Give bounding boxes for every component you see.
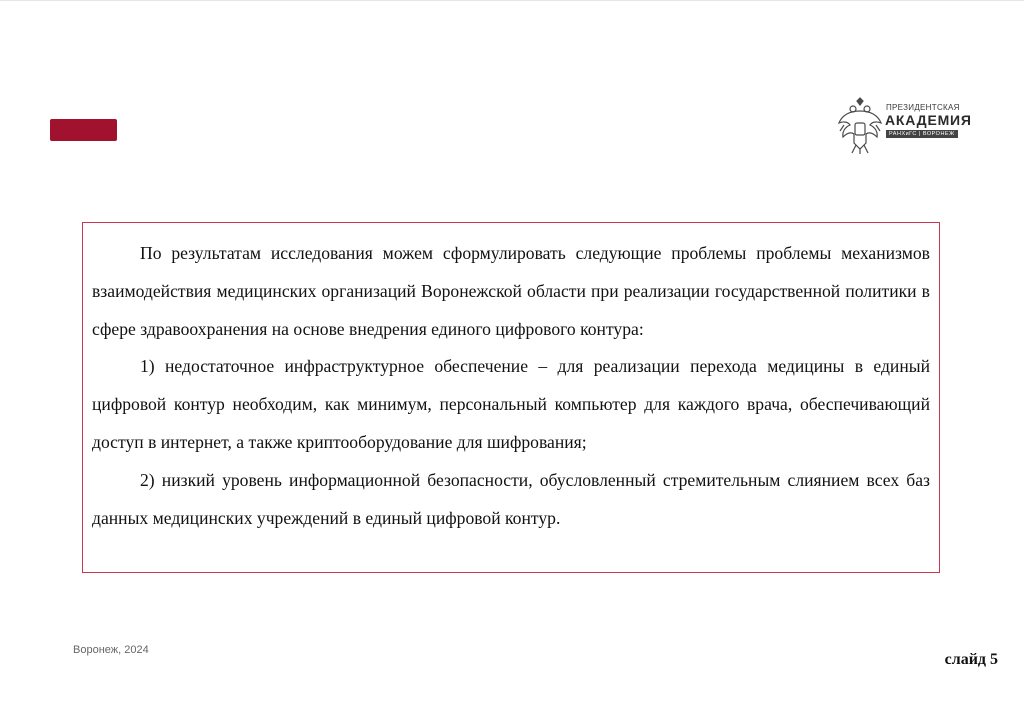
academy-logo xyxy=(836,97,972,155)
footer-city-year: Воронеж, 2024 xyxy=(73,644,149,656)
accent-bar xyxy=(50,119,117,141)
logo-line-main: АКАДЕМИЯ xyxy=(885,112,972,128)
slide-number: слайд 5 xyxy=(944,651,998,668)
problem-1-paragraph: 1) недостаточное инфраструктурное обеспечение – для реализации перехода медицины в единый цифровой контур необходим, как минимум, персональный компьютер для каждого врача, обеспечивающий доступ в интернет, а также криптооборудование для шифрования; xyxy=(92,356,930,452)
problem-2-paragraph: 2) низкий уровень информационной безопасности, обусловленный стремительным слиянием всех баз данных медицинских учреждений в единый цифровой контур. xyxy=(92,469,930,528)
content-textbox xyxy=(82,222,940,573)
logo-line-top: ПРЕЗИДЕНТСКАЯ xyxy=(886,103,960,112)
logo-line-bottom: РАНХиГС | ВОРОНЕЖ xyxy=(886,130,958,138)
intro-paragraph: По результатам исследования можем сформулировать следующие проблемы проблемы механизмов взаимодействия медицинских организаций Воронежской области при реализации государственной политики в сфере здравоохранения на основе внедрения единого цифрового контура: xyxy=(92,243,930,339)
double-headed-eagle-emblem-icon xyxy=(836,97,884,155)
